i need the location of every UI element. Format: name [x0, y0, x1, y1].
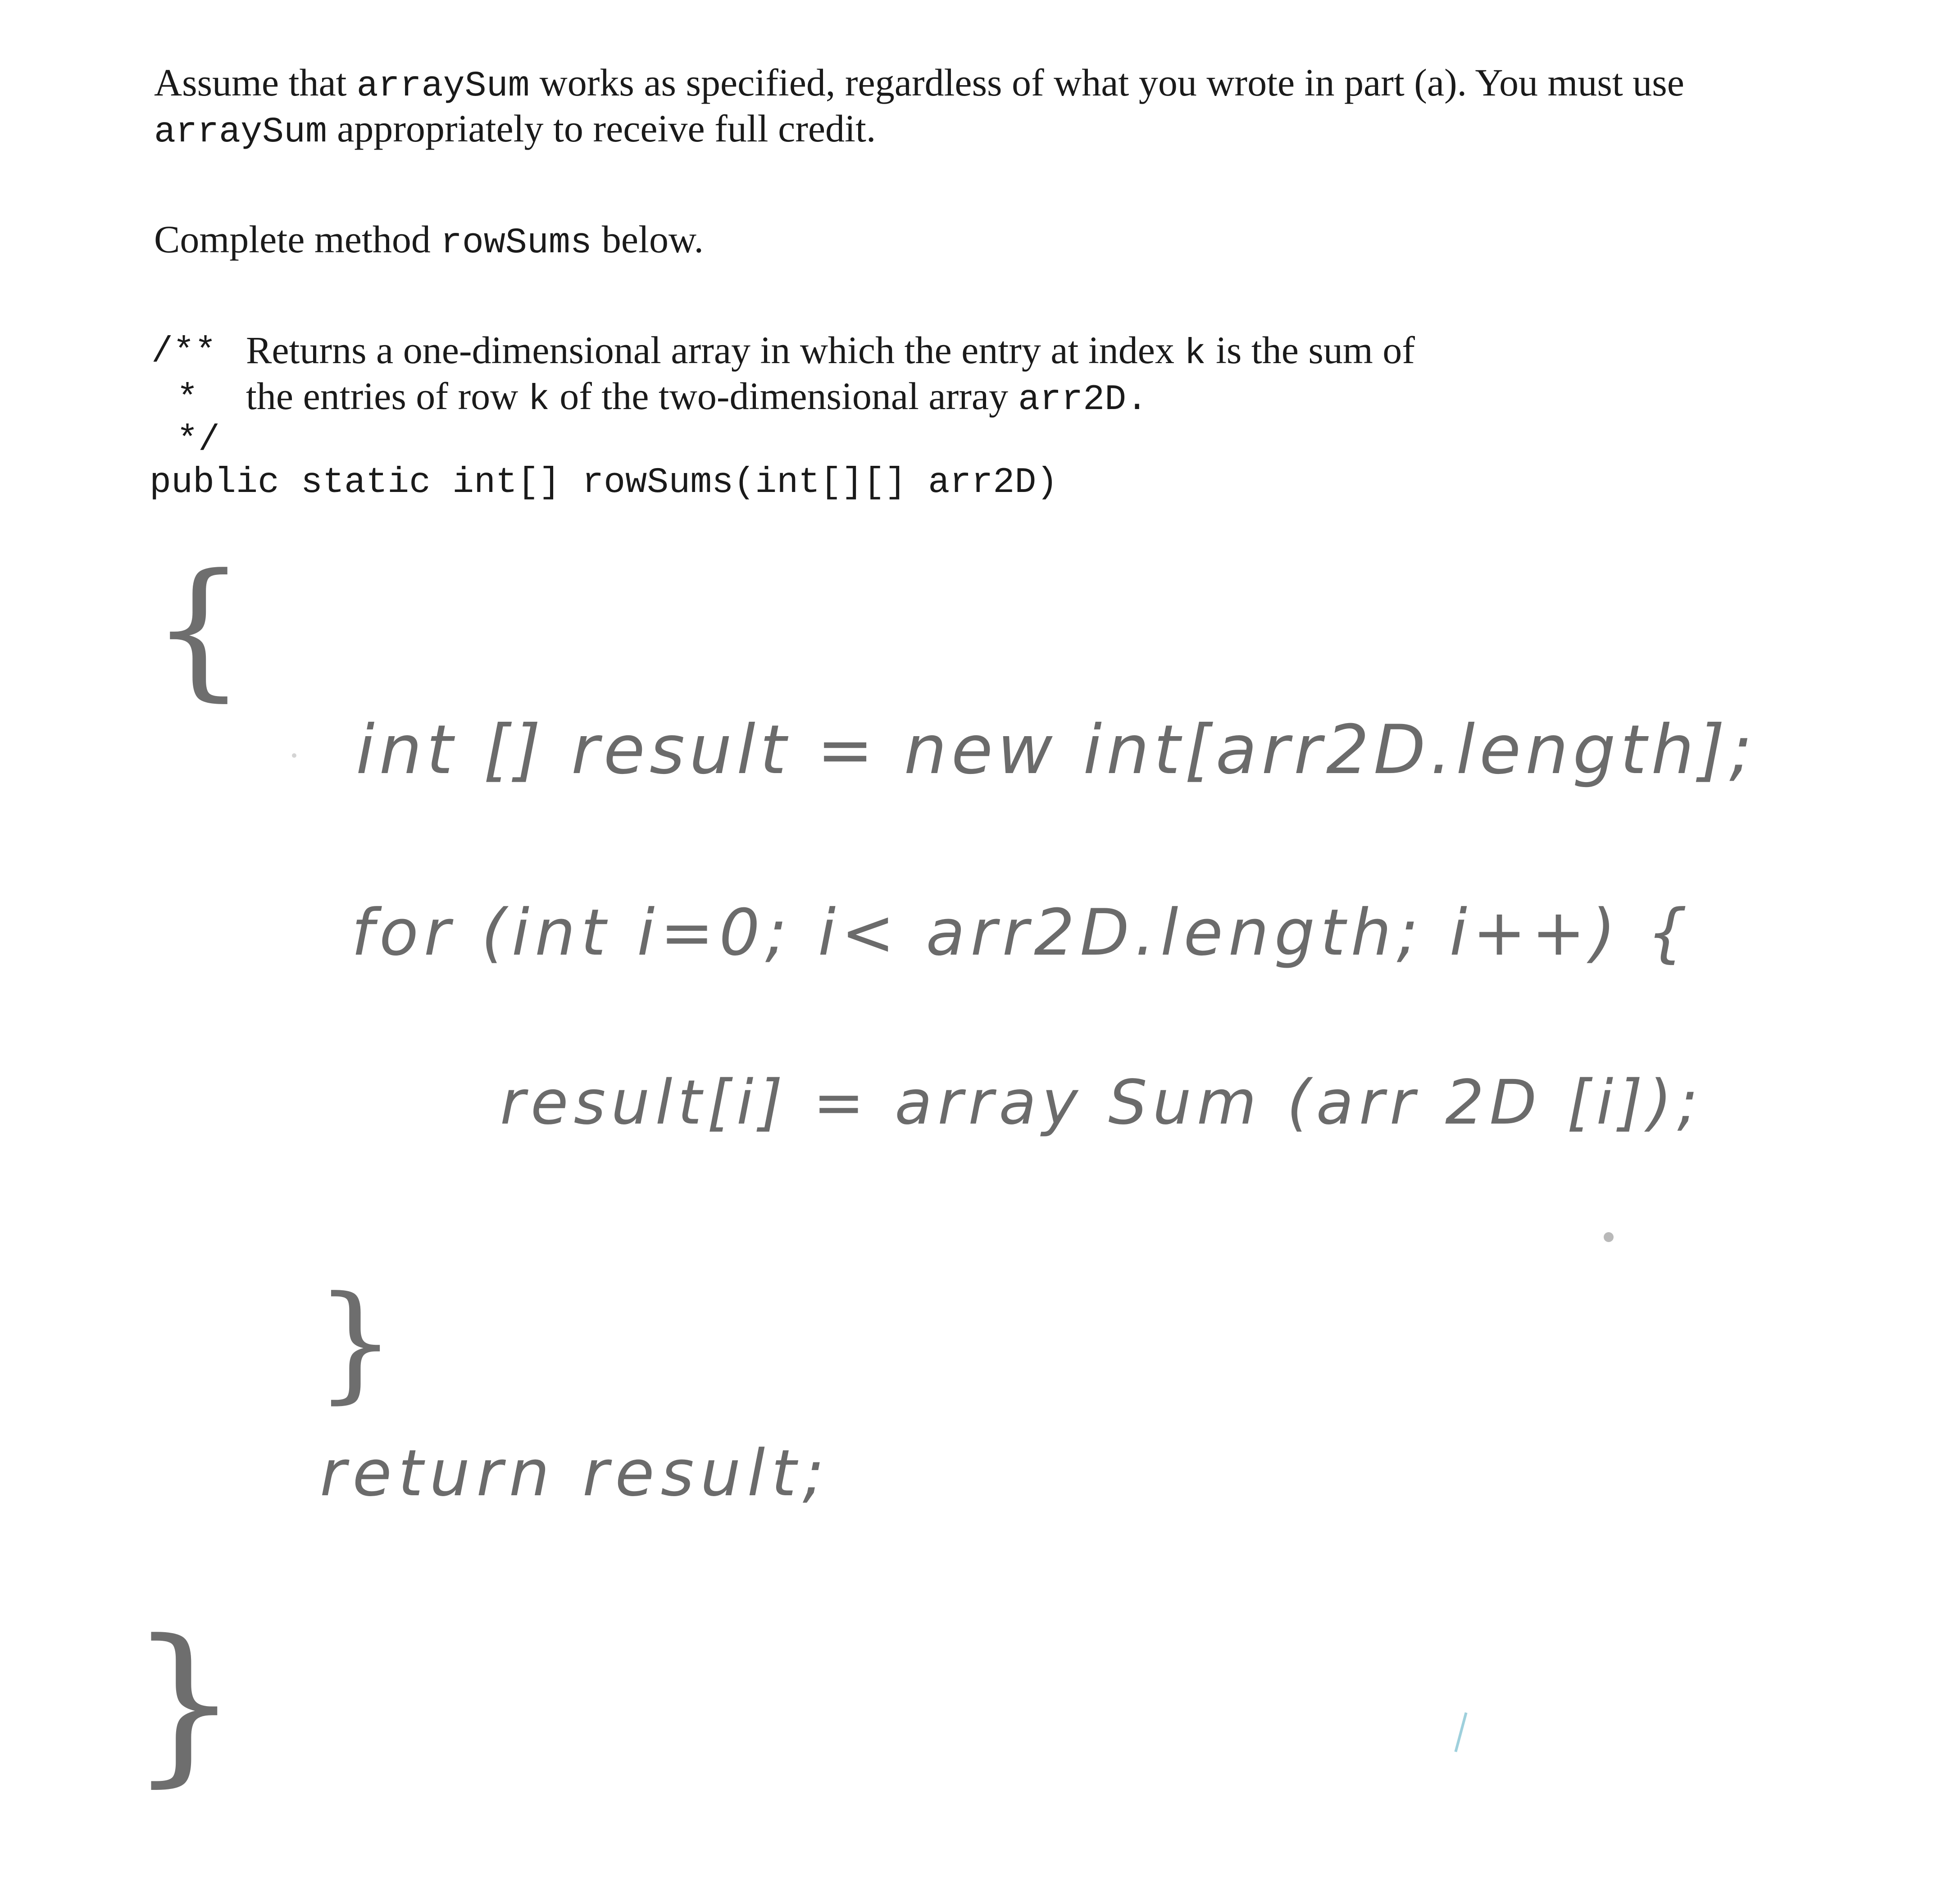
comment-open: /**: [151, 332, 217, 373]
handwritten-line-4: return result;: [320, 1436, 831, 1511]
comment-line-2: [246, 374, 1158, 420]
handwritten-line-1: int [] result = new int[arr2D.length];: [356, 711, 1757, 789]
instruction-line-1: [154, 63, 1684, 105]
instruction-text: below.: [601, 218, 704, 261]
comment-text: of the two-dimensional array: [559, 374, 1009, 418]
comment-line-1: [246, 328, 1415, 374]
scan-speck: [1604, 1232, 1614, 1242]
handwritten-inner-close-brace: }: [315, 1269, 396, 1416]
code-arr2d: arr2D.: [1018, 379, 1148, 420]
code-rowsums: rowSums: [440, 223, 592, 264]
code-arraysum: arraySum: [154, 112, 327, 153]
scan-mark: [1454, 1712, 1467, 1752]
instruction-line-2: [154, 107, 876, 153]
scan-speck: [292, 753, 296, 758]
code-arraysum: arraySum: [356, 66, 530, 107]
code-k: k: [528, 379, 550, 420]
handwritten-outer-close-brace: }: [130, 1603, 239, 1803]
comment-star: *: [177, 378, 199, 419]
comment-close: */: [177, 420, 220, 461]
comment-text: is the sum of: [1216, 328, 1415, 372]
handwritten-line-3: result[i] = array Sum (arr 2D [i]);: [500, 1067, 1704, 1138]
method-signature: public static int[] rowSums(int[][] arr2D): [150, 462, 1058, 503]
instruction-text: Complete method: [154, 218, 431, 261]
code-k: k: [1184, 333, 1206, 374]
comment-text: Returns a one-dimensional array in which the entry at index: [246, 328, 1174, 372]
comment-text: the entries of row: [246, 374, 518, 418]
handwritten-line-2: for (int i=0; i< arr2D.length; i++) {: [351, 896, 1693, 970]
handwritten-open-brace: {: [151, 542, 246, 715]
instruction-text: appropriately to receive full credit.: [337, 107, 876, 150]
instruction-line-3: [154, 218, 704, 264]
instruction-text: Assume that: [154, 61, 347, 104]
instruction-text: works as specified, regardless of what you wrote in part (a). You must use: [539, 61, 1684, 104]
